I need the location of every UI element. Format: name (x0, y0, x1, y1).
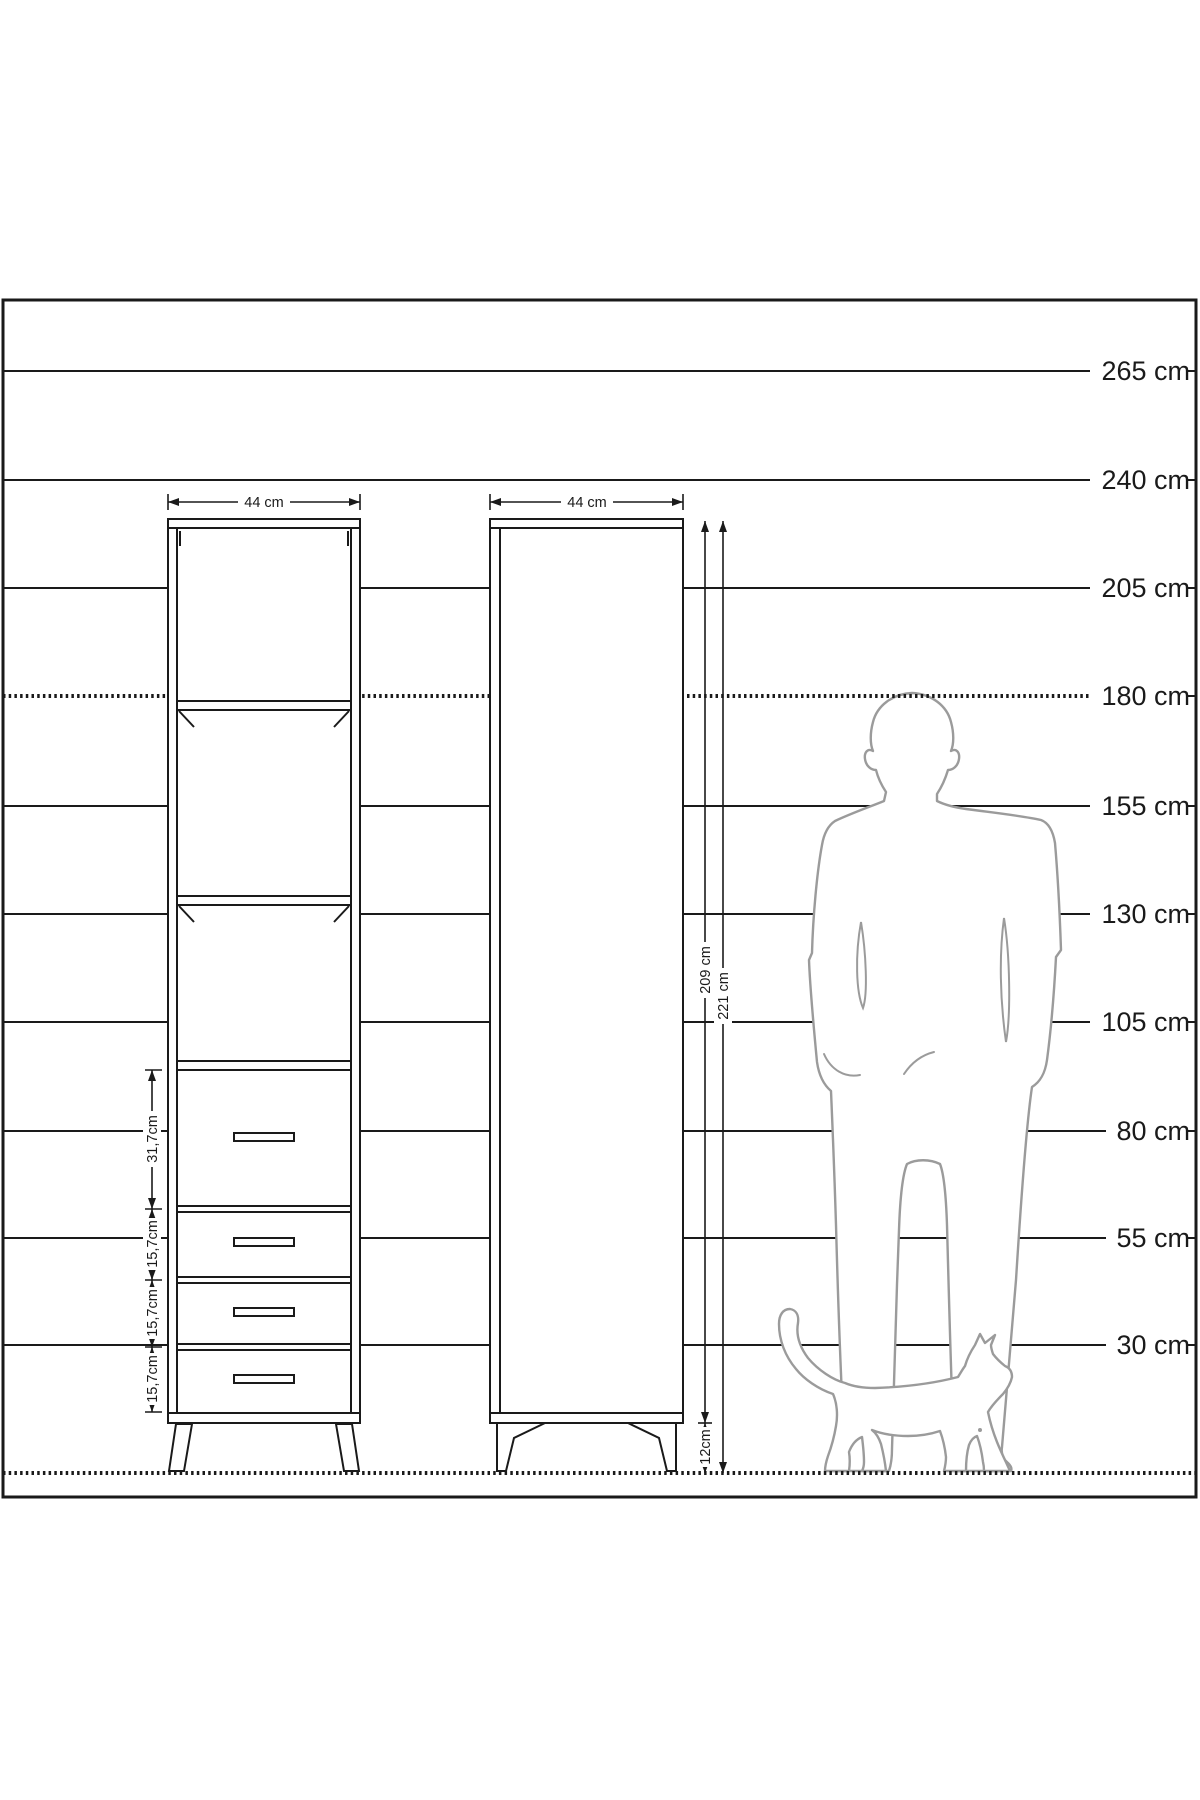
cat-body-dot (978, 1428, 982, 1432)
left-cabinet-leg (336, 1424, 359, 1471)
right-cabinet-bottom-board (490, 1413, 683, 1423)
total-height-label: 221 cm (716, 972, 732, 1020)
scale-label-155: 155 cm (1101, 791, 1190, 821)
scale-label-205: 205 cm (1101, 573, 1190, 603)
scale-label-105: 105 cm (1101, 1007, 1190, 1037)
height-scale-labels (1101, 356, 1190, 1360)
left-cabinet-leg (169, 1424, 192, 1471)
right-cabinet-width-label: 44 cm (567, 495, 607, 511)
height-dimensions (696, 521, 732, 1473)
drawer-1-height-label: 31,7cm (145, 1115, 161, 1163)
scale-label-55: 55 cm (1116, 1223, 1190, 1253)
left-cabinet-carcass (168, 519, 360, 1413)
scale-label-265: 265 cm (1101, 356, 1190, 386)
drawer-height-dimensions (143, 1070, 162, 1412)
scale-label-180: 180 cm (1101, 681, 1190, 711)
right-cabinet-carcass (490, 519, 683, 1413)
right-cabinet-leg (628, 1423, 676, 1471)
width-dimension-right-cabinet (490, 494, 683, 511)
drawer-3-height-label: 15,7cm (145, 1289, 161, 1337)
body-height-label: 209 cm (698, 946, 714, 994)
left-cabinet-width-label: 44 cm (244, 495, 284, 511)
right-cabinet (490, 519, 683, 1471)
right-cabinet-leg (497, 1423, 545, 1471)
scale-right-ticks (1186, 371, 1195, 1345)
man-silhouette (809, 693, 1061, 1471)
width-dimension-left-cabinet (168, 494, 360, 511)
scale-label-130: 130 cm (1101, 899, 1190, 929)
left-cabinet-bottom-board (168, 1413, 360, 1423)
scale-label-30: 30 cm (1116, 1330, 1190, 1360)
leg-height-label: 12cm (698, 1429, 714, 1465)
man-outline (809, 693, 1061, 1471)
drawer-2-height-label: 15,7cm (145, 1220, 161, 1268)
scale-label-240: 240 cm (1101, 465, 1190, 495)
left-cabinet (168, 519, 360, 1471)
scale-label-80: 80 cm (1116, 1116, 1190, 1146)
drawer-4-height-label: 15,7cm (145, 1355, 161, 1403)
